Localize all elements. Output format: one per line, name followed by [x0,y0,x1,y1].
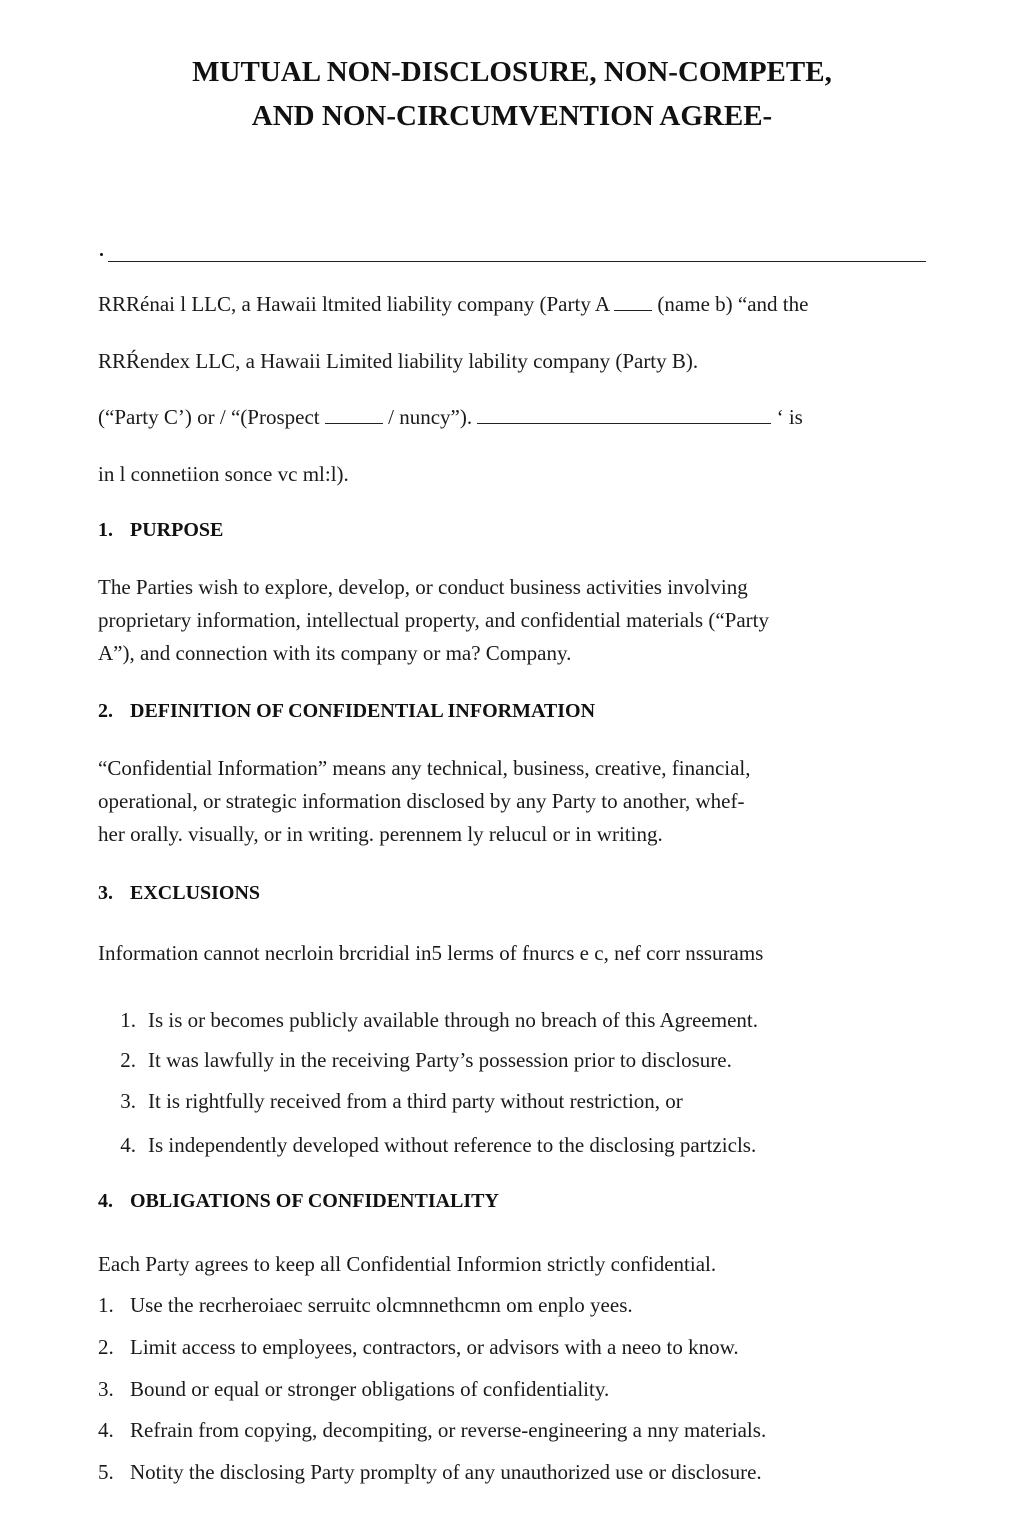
rule-marker [100,253,103,256]
list-text: It was lawfully in the receiving Party’s possession prior to disclosure. [148,1048,732,1072]
section-number: 4. [98,1190,113,1212]
list-number: 4. [120,1133,136,1157]
list-text: Limit access to employees, contractors, or advisors with a neeo to know. [130,1335,739,1359]
party-c-is-text: ‘ is [776,405,803,429]
section-4-intro: Each Party agrees to keep all Confidential Informion strictly confidential. [98,1252,717,1276]
horizontal-rule [108,261,926,262]
exclusion-item [98,1130,756,1160]
prospect-blank [325,403,383,424]
parties-line-3 [98,402,803,432]
obligation-item [98,1415,766,1445]
list-number: 1. [120,1008,136,1032]
party-a-text: RRRénai l LLC, a Hawaii ltmited liability company (Party A [98,292,609,316]
obligation-item [98,1457,762,1487]
paragraph-line: The Parties wish to explore, develop, or conduct business activities involving [98,575,748,599]
parties-line-4: in l connetiion sonce vc ml:l). [98,462,349,486]
list-text: Refrain from copying, decompiting, or reverse-engineering a nny materials. [130,1418,767,1442]
section-number: 1. [98,519,113,541]
list-text: Notity the disclosing Party promplty of any unauthorized use or disclosure. [130,1460,762,1484]
section-3-intro: Information cannot necrloin brcridial in5 lerms of fnurcs e c, nef corr nssurams [98,941,764,965]
paragraph-line: “Confidential Information” means any technical, business, creative, financial, [98,756,751,780]
agreement-title-line-2: AND NON-CIRCUMVENTION AGREE- [251,100,773,132]
section-title: DEFINITION OF CONFIDENTIAL INFORMATION [130,700,596,722]
exclusion-item [98,1045,732,1075]
obligation-item [98,1374,609,1404]
paragraph-line: A”), and connection with its company or ma? Company. [98,641,572,665]
section-4-heading [98,1186,499,1216]
list-text: Bound or equal or stronger obligations of confidentiality. [130,1377,610,1401]
obligation-item [98,1290,633,1320]
party-c-blank [477,403,771,424]
list-number: 4. [98,1418,114,1442]
list-text: Is is or becomes publicly available through no breach of this Agreement. [148,1008,758,1032]
exclusion-item [98,1005,758,1035]
paragraph-line: proprietary information, intellectual property, and confidential materials (“Party [98,608,769,632]
agreement-title-line-1: MUTUAL NON-DISCLOSURE, NON-COMPETE, [192,56,832,88]
section-number: 2. [98,700,113,722]
list-number: 1. [98,1293,114,1317]
list-text: It is rightfully received from a third party without restriction, or [148,1089,683,1113]
list-text: Use the recrheroiaec serruitc olcmnnethcmn om enplo yees. [130,1293,633,1317]
party-a-blank [614,290,652,311]
prospect-agency-text: / nuncy”). [388,405,473,429]
exclusion-item [98,1086,683,1116]
paragraph-line: operational, or strategic information disclosed by any Party to another, whef- [98,789,745,813]
list-number: 2. [98,1335,114,1359]
section-title: OBLIGATIONS OF CONFIDENTIALITY [130,1190,499,1212]
section-2-body [98,752,908,851]
list-text: Is independently developed without reference to the disclosing partzicls. [148,1133,757,1157]
list-number: 3. [98,1377,114,1401]
section-3-heading [98,878,260,908]
list-number: 3. [120,1089,136,1113]
list-number: 5. [98,1460,114,1484]
parties-line-2: RRŔendex LLC, a Hawaii Limited liability lability company (Party B). [98,349,699,373]
section-number: 3. [98,882,113,904]
section-1-body [98,571,908,670]
section-1-heading [98,515,223,545]
obligation-item [98,1332,739,1362]
section-title: EXCLUSIONS [130,882,261,904]
parties-line-1 [98,289,808,319]
section-title: PURPOSE [130,519,224,541]
party-a-name-b: (name b) “and the [657,292,809,316]
paragraph-line: her orally. visually, or in writing. perennem ly relucul or in writing. [98,822,663,846]
section-2-heading [98,696,595,726]
party-c-text: (“Party C’) or / “(Prospect [98,405,320,429]
list-number: 2. [120,1048,136,1072]
